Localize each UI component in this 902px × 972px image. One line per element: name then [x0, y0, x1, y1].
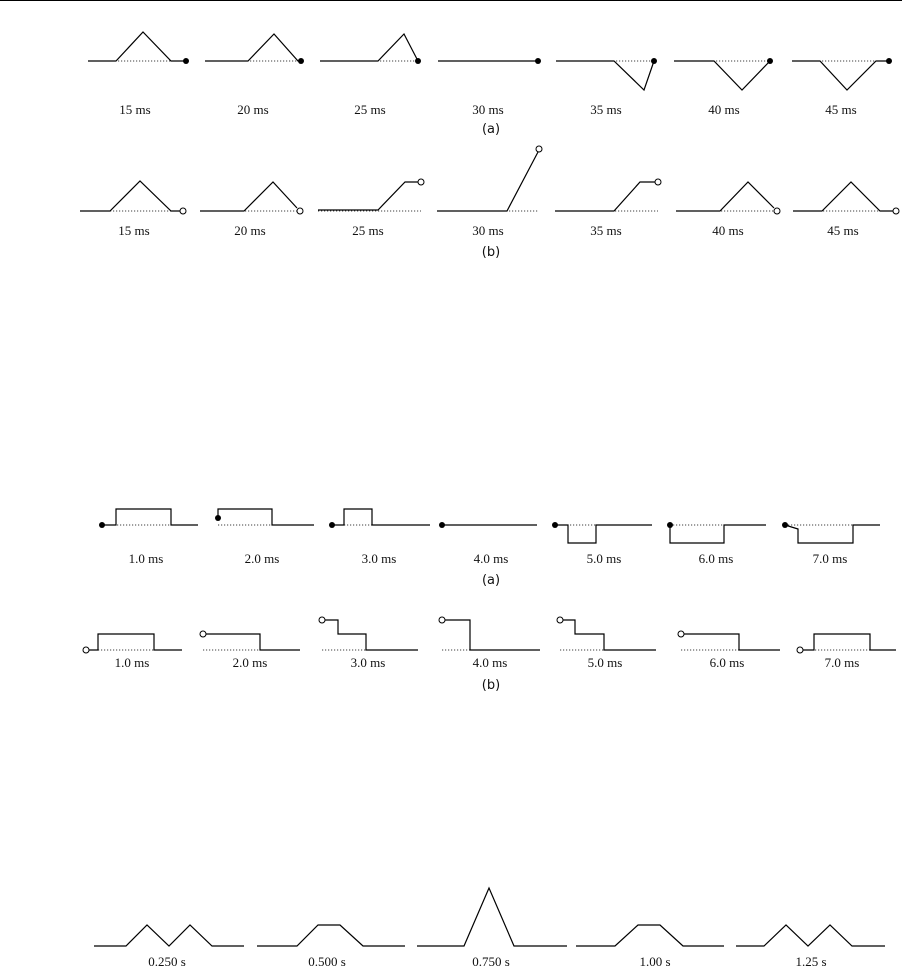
solid-marker	[415, 58, 421, 64]
fig2-row-b	[83, 617, 896, 693]
time-label: 40 ms	[712, 223, 744, 238]
time-label: 35 ms	[590, 223, 622, 238]
solid-marker	[329, 522, 335, 528]
time-label: 2.0 ms	[244, 551, 280, 566]
waveform-panel	[439, 522, 537, 528]
waveform-panel	[320, 34, 421, 64]
solid-marker	[439, 522, 445, 528]
solid-marker	[782, 522, 788, 528]
waveform-panel	[329, 509, 430, 528]
waveform-panel	[94, 925, 244, 946]
hollow-marker	[180, 208, 186, 214]
fig2-row-a	[99, 509, 880, 588]
waveform-panel	[552, 522, 652, 543]
waveform-panel	[205, 34, 304, 64]
waveform-panel	[782, 522, 880, 543]
solid-marker	[183, 58, 189, 64]
time-label: 0.250 s	[148, 954, 186, 969]
waveform-panel	[417, 888, 567, 946]
waveform-panel	[257, 925, 405, 946]
time-label: 1.25 s	[795, 954, 827, 969]
hollow-marker	[83, 647, 89, 653]
fig1-row-a	[88, 32, 892, 137]
time-label: 20 ms	[237, 102, 269, 117]
waveform-panel	[555, 179, 661, 211]
row-caption: (a)	[481, 573, 501, 588]
waveform-panel	[80, 181, 186, 214]
time-label: 40 ms	[708, 102, 740, 117]
time-label: 15 ms	[118, 223, 150, 238]
solid-marker	[552, 522, 558, 528]
hollow-marker	[678, 631, 684, 637]
waveform-panel	[439, 617, 540, 650]
time-label: 15 ms	[119, 102, 151, 117]
time-label: 4.0 ms	[473, 551, 509, 566]
time-label: 6.0 ms	[698, 551, 734, 566]
time-label: 5.0 ms	[586, 551, 622, 566]
time-label: 7.0 ms	[812, 551, 848, 566]
time-label: 0.750 s	[472, 954, 510, 969]
row-caption: (a)	[481, 122, 501, 137]
time-label: 3.0 ms	[361, 551, 397, 566]
time-label: 0.500 s	[308, 954, 346, 969]
time-label: 5.0 ms	[587, 655, 623, 670]
time-label: 3.0 ms	[350, 655, 386, 670]
time-label: 25 ms	[354, 102, 386, 117]
solid-marker	[99, 522, 105, 528]
solid-marker	[535, 58, 541, 64]
hollow-marker	[893, 208, 899, 214]
hollow-marker	[418, 179, 424, 185]
time-label: 30 ms	[472, 223, 504, 238]
waveform-panel	[200, 182, 303, 214]
fig1-row-b	[80, 146, 899, 260]
time-label: 7.0 ms	[824, 655, 860, 670]
solid-marker	[651, 58, 657, 64]
waveform-panel	[736, 925, 885, 946]
time-label: 45 ms	[825, 102, 857, 117]
waveform-panel	[319, 617, 418, 650]
hollow-marker	[536, 146, 542, 152]
hollow-marker	[200, 631, 206, 637]
solid-marker	[767, 58, 773, 64]
hollow-marker	[297, 208, 303, 214]
waveform-panel	[557, 617, 656, 650]
time-label: 25 ms	[352, 223, 384, 238]
waveform-panel	[318, 179, 424, 211]
time-label: 6.0 ms	[709, 655, 745, 670]
waveform-panel	[438, 58, 541, 64]
waveform-panel	[215, 509, 314, 525]
time-label: 35 ms	[590, 102, 622, 117]
waveform-panel	[437, 146, 542, 211]
waveform-panel	[676, 182, 780, 214]
time-label: 1.0 ms	[114, 655, 150, 670]
solid-marker	[215, 515, 221, 521]
waveform-panel	[674, 58, 773, 90]
time-label: 1.0 ms	[128, 551, 164, 566]
hollow-marker	[557, 617, 563, 623]
solid-marker	[298, 58, 304, 64]
solid-marker	[886, 58, 892, 64]
waveform-panel	[678, 631, 780, 650]
waveform-panel	[556, 58, 657, 90]
time-label: 2.0 ms	[232, 655, 268, 670]
waveform-panel	[200, 631, 300, 650]
waveform-panel	[792, 58, 892, 90]
hollow-marker	[797, 647, 803, 653]
hollow-marker	[655, 179, 661, 185]
time-label: 20 ms	[234, 223, 266, 238]
hollow-marker	[774, 208, 780, 214]
waveform-panel	[797, 634, 896, 653]
hollow-marker	[319, 617, 325, 623]
row-caption: (b)	[481, 245, 501, 260]
waveform-panel	[83, 634, 182, 653]
solid-marker	[667, 522, 673, 528]
time-label: 1.00 s	[639, 954, 671, 969]
time-label: 30 ms	[472, 102, 504, 117]
waveform-panel	[99, 509, 198, 528]
row-caption: (b)	[481, 678, 501, 693]
waveform-panel	[667, 522, 766, 543]
hollow-marker	[439, 617, 445, 623]
fig3-row	[94, 888, 885, 969]
waveform-panel	[576, 925, 724, 946]
time-label: 4.0 ms	[472, 655, 508, 670]
time-label: 45 ms	[827, 223, 859, 238]
waveform-panel	[88, 32, 189, 64]
waveform-panel	[793, 182, 899, 214]
